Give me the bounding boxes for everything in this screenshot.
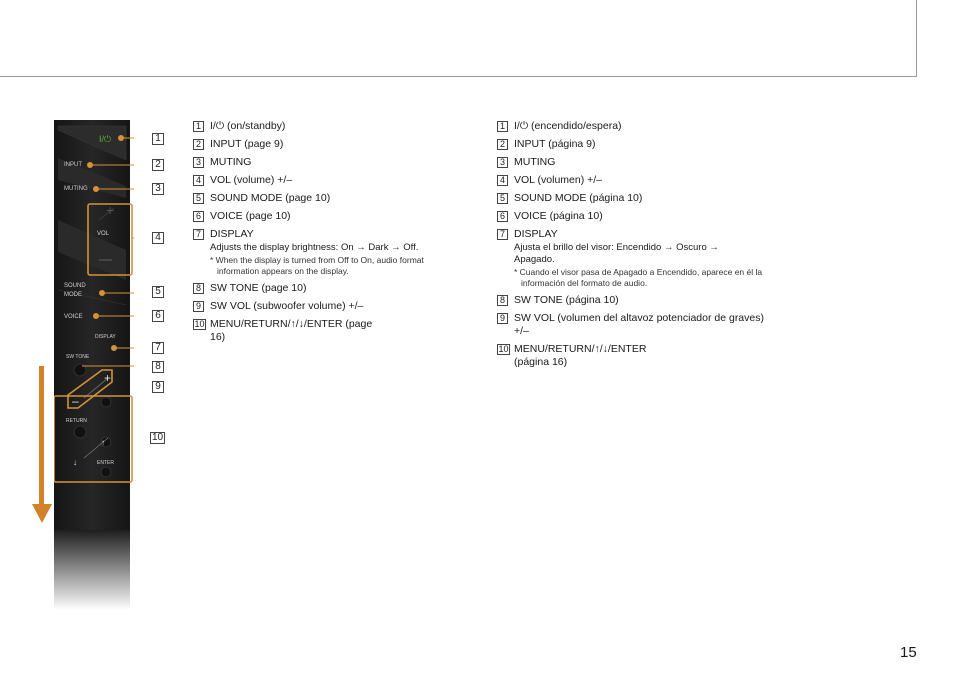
item-number: 2 bbox=[193, 139, 204, 150]
list-item bbox=[193, 300, 463, 313]
english-item-list bbox=[193, 120, 463, 349]
item-number: 9 bbox=[497, 313, 508, 324]
callout-1: 1 bbox=[152, 133, 164, 145]
item-description: Adjusts the display brightness: On → Dark → Off. bbox=[210, 242, 419, 253]
item-number: 5 bbox=[193, 193, 204, 204]
item-number: 1 bbox=[193, 121, 204, 132]
item-label: MUTING bbox=[210, 156, 252, 168]
list-item bbox=[497, 192, 767, 205]
list-item bbox=[193, 210, 463, 223]
item-note: * When the display is turned from Off to On, audio format information appears on the display. bbox=[210, 255, 424, 276]
item-number: 2 bbox=[497, 139, 508, 150]
svg-text:VOL: VOL bbox=[97, 231, 110, 237]
item-number: 8 bbox=[193, 283, 204, 294]
list-item bbox=[497, 138, 767, 151]
callout-9: 9 bbox=[152, 381, 164, 393]
item-number: 9 bbox=[193, 301, 204, 312]
list-item bbox=[193, 282, 463, 295]
list-item bbox=[193, 120, 463, 133]
list-item bbox=[497, 210, 767, 223]
callout-6: 6 bbox=[152, 310, 164, 322]
list-item bbox=[497, 156, 767, 169]
page-number: 15 bbox=[900, 644, 917, 661]
remote-illustration bbox=[54, 120, 134, 610]
list-item bbox=[497, 174, 767, 187]
item-number: 6 bbox=[193, 211, 204, 222]
list-item bbox=[193, 174, 463, 187]
item-label: VOICE (página 10) bbox=[514, 210, 603, 222]
callout-10: 10 bbox=[151, 432, 164, 443]
svg-text:I/⏻: I/⏻ bbox=[99, 134, 112, 144]
svg-text:INPUT: INPUT bbox=[64, 162, 82, 168]
item-label: VOL (volume) +/– bbox=[210, 174, 293, 186]
item-number: 10 bbox=[498, 344, 509, 354]
callout-2: 2 bbox=[152, 159, 164, 171]
item-label: I/⏻ (on/standby) bbox=[210, 120, 286, 132]
svg-text:MODE: MODE bbox=[64, 292, 82, 298]
list-item bbox=[497, 228, 767, 289]
item-label: MUTING bbox=[514, 156, 556, 168]
callout-3: 3 bbox=[152, 183, 164, 195]
item-number: 7 bbox=[497, 229, 508, 240]
svg-text:RETURN: RETURN bbox=[66, 418, 87, 424]
callout-5: 5 bbox=[152, 286, 164, 298]
callout-8: 8 bbox=[152, 361, 164, 373]
item-number: 1 bbox=[497, 121, 508, 132]
spanish-item-list bbox=[497, 120, 767, 374]
item-number: 5 bbox=[497, 193, 508, 204]
list-item bbox=[497, 312, 764, 338]
item-number: 8 bbox=[497, 295, 508, 306]
item-number: 4 bbox=[193, 175, 204, 186]
svg-text:DISPLAY: DISPLAY bbox=[95, 334, 116, 340]
item-label: INPUT (página 9) bbox=[514, 138, 596, 150]
item-label: SW TONE (página 10) bbox=[514, 294, 619, 306]
item-number: 3 bbox=[193, 157, 204, 168]
item-label: VOL (volumen) +/– bbox=[514, 174, 603, 186]
item-label: SOUND MODE (página 10) bbox=[514, 192, 643, 204]
svg-text:SW TONE: SW TONE bbox=[66, 354, 90, 360]
item-label: I/⏻ (encendido/espera) bbox=[514, 120, 622, 132]
callout-4: 4 bbox=[152, 232, 164, 244]
item-description: Ajusta el brillo del visor: Encendido → Oscuro → Apagado. bbox=[514, 242, 719, 265]
svg-text:–: – bbox=[72, 394, 79, 408]
item-label: SW VOL (volumen del altavoz potenciador de graves) +/– bbox=[514, 312, 764, 337]
svg-text:+: + bbox=[106, 202, 115, 218]
item-label: MENU/RETURN/↑/↓/ENTER (page 16) bbox=[210, 318, 373, 343]
item-label: VOICE (page 10) bbox=[210, 210, 291, 222]
item-label: SW VOL (subwoofer volume) +/– bbox=[210, 300, 364, 312]
list-item bbox=[497, 343, 684, 369]
svg-text:MUTING: MUTING bbox=[64, 186, 88, 192]
item-label: INPUT (page 9) bbox=[210, 138, 284, 150]
svg-text:ENTER: ENTER bbox=[97, 460, 114, 466]
item-label: SW TONE (page 10) bbox=[210, 282, 307, 294]
item-label: MENU/RETURN/↑/↓/ENTER (página 16) bbox=[514, 343, 647, 368]
list-item bbox=[193, 318, 380, 344]
svg-text:VOICE: VOICE bbox=[64, 314, 83, 320]
svg-text:SOUND: SOUND bbox=[64, 283, 86, 289]
list-item bbox=[497, 294, 767, 307]
item-number: 3 bbox=[497, 157, 508, 168]
svg-text:+: + bbox=[104, 371, 112, 385]
list-item bbox=[193, 228, 463, 277]
list-item bbox=[193, 138, 463, 151]
scroll-down-arrow-icon bbox=[31, 366, 53, 524]
item-label: DISPLAY bbox=[210, 228, 254, 240]
header-frame bbox=[0, 0, 917, 77]
item-number: 10 bbox=[194, 319, 205, 329]
svg-text:↓: ↓ bbox=[73, 458, 77, 467]
callout-7: 7 bbox=[152, 342, 164, 354]
list-item bbox=[193, 192, 463, 205]
list-item bbox=[193, 156, 463, 169]
item-number: 6 bbox=[497, 211, 508, 222]
item-note: * Cuando el visor pasa de Apagado a Encendido, aparece en él la información del formato de audio. bbox=[514, 267, 763, 288]
list-item bbox=[497, 120, 767, 133]
item-label: DISPLAY bbox=[514, 228, 558, 240]
svg-text:↑: ↑ bbox=[101, 438, 105, 447]
item-number: 7 bbox=[193, 229, 204, 240]
item-label: SOUND MODE (page 10) bbox=[210, 192, 331, 204]
item-number: 4 bbox=[497, 175, 508, 186]
